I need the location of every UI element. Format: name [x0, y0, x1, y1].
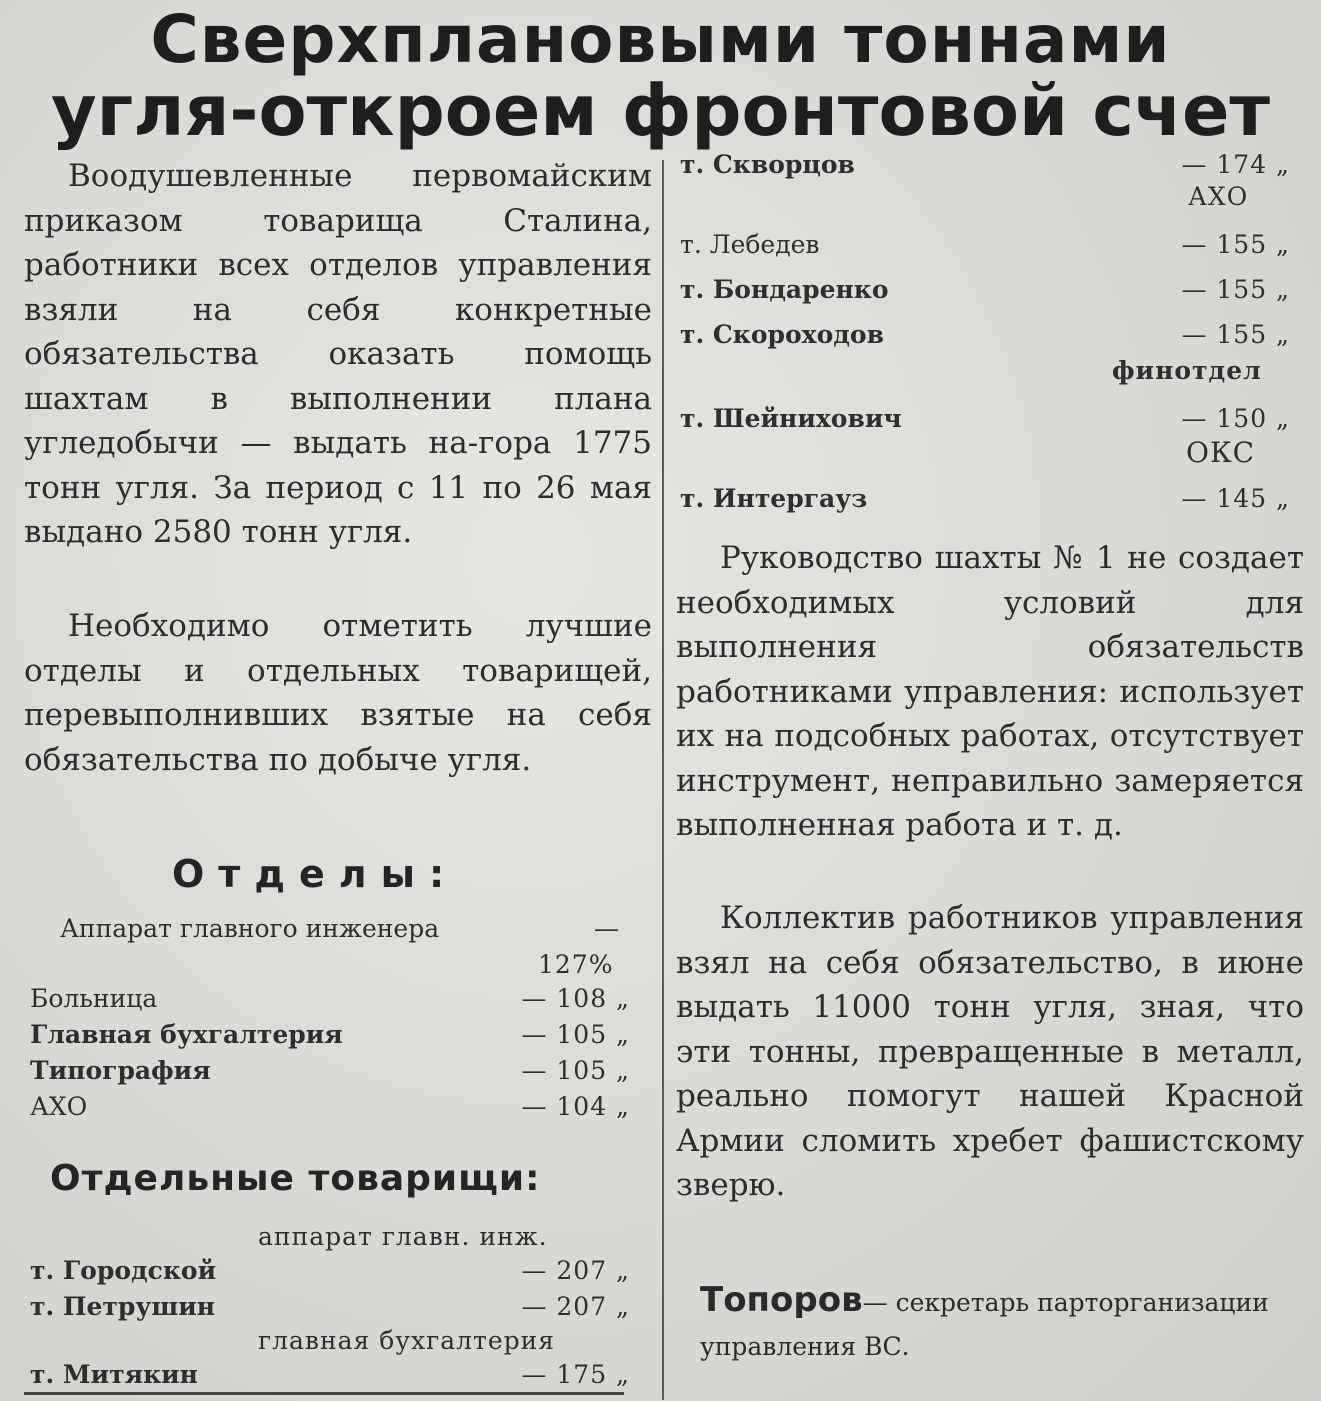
comrade-row [680, 320, 1290, 354]
comrade-row [30, 1292, 630, 1326]
comrade-row [30, 1360, 630, 1394]
comrade-name: т. Бондаренко [680, 275, 889, 304]
comrade-value: — 174 „ [1181, 150, 1290, 179]
department-name: Аппарат главного инженера [60, 914, 440, 943]
comrade-name: т. Петрушин [30, 1292, 216, 1321]
comrade-value: — 155 „ [1181, 230, 1290, 259]
comrade-row [680, 230, 1290, 264]
comrade-name: т. Скворцов [680, 150, 855, 179]
signature-name: Топоров [700, 1280, 863, 1320]
headline-line-2: угля-откроем фронтовой счет [51, 70, 1270, 152]
comrade-value: — 150 „ [1181, 404, 1290, 433]
comrades-heading: Отдельные товарищи: [50, 1158, 541, 1199]
department-row [30, 1056, 630, 1090]
department-row [30, 1020, 630, 1054]
group-label: финотдел [1112, 356, 1262, 385]
comrade-value: — 145 „ [1181, 484, 1290, 513]
department-percent: 127% [538, 950, 614, 979]
department-name: Больница [30, 984, 158, 1013]
comrade-name: т. Шейнихович [680, 404, 902, 433]
comrade-value: — 207 „ [521, 1256, 630, 1285]
comrade-name: т. Скороходов [680, 320, 884, 349]
comrade-row [680, 484, 1290, 518]
department-value: — 105 „ [521, 1020, 630, 1049]
group-label: главная бухгалтерия [258, 1326, 556, 1355]
comrade-value: — 155 „ [1181, 275, 1290, 304]
headline-line-1: Сверхплановыми тоннами [150, 1, 1171, 78]
department-name: Главная бухгалтерия [30, 1020, 343, 1049]
departments-heading: Отделы: [172, 852, 459, 896]
comrade-name: т. Митякин [30, 1360, 198, 1389]
comrade-value: — 175 „ [521, 1360, 630, 1389]
best-departments-paragraph: Необходимо отметить лучшие отделы и отдельных товарищей, перевыполнивших взятые на себя обязательства по добыче угля. [24, 608, 652, 778]
comrade-name: т. Интергауз [680, 484, 868, 513]
department-name: Типография [30, 1056, 211, 1085]
signature [700, 1278, 1300, 1369]
department-value: — 104 „ [521, 1092, 630, 1121]
department-row [30, 1092, 630, 1126]
group-label: АХО [1188, 182, 1249, 211]
department-row [30, 984, 630, 1018]
comrade-row [680, 150, 1290, 184]
department-name: АХО [30, 1092, 88, 1121]
department-value: — [594, 914, 620, 943]
comrade-value: — 155 „ [1181, 320, 1290, 349]
comrade-value: — 207 „ [521, 1292, 630, 1321]
department-value: — 105 „ [521, 1056, 630, 1085]
mine-management-paragraph: Руководство шахты № 1 не создает необходимых условий для выполнения обязательств работниками управления: использует их на подсобных работах, отсутствует инструмент, неправильно замеряется выполненная работа и т. д. [676, 540, 1304, 843]
comrade-row [680, 275, 1290, 309]
group-label: аппарат главн. инж. [258, 1222, 548, 1251]
comrade-row [30, 1256, 630, 1290]
column-divider [662, 160, 664, 1400]
intro-paragraph: Воодушевленные первомайским приказом товарища Сталина, работники всех отделов управления взяли на себя конкретные обязательства оказать помощь шахтам в выполнении плана угледобычи — выдать на-гора 1775 тонн угля. За период с 11 по 26 мая выдано 2580 тонн угля. [24, 158, 652, 550]
department-value: — 108 „ [521, 984, 630, 1013]
bottom-rule [24, 1392, 624, 1395]
department-row [60, 914, 620, 948]
comrade-row [680, 404, 1290, 438]
signature-text: — секретарь парторганизации управления ВС. [700, 1288, 1269, 1361]
group-label: ОКС [1186, 436, 1256, 469]
comrade-name: т. Лебедев [680, 230, 820, 259]
comrade-name: т. Городской [30, 1256, 217, 1285]
pledge-paragraph: Коллектив работников управления взял на себя обязательство, в июне выдать 11000 тонн угля, зная, что эти тонны, превращенные в металл, реально помогут нашей Красной Армии сломить хребет фашистскому зверю. [676, 900, 1304, 1203]
